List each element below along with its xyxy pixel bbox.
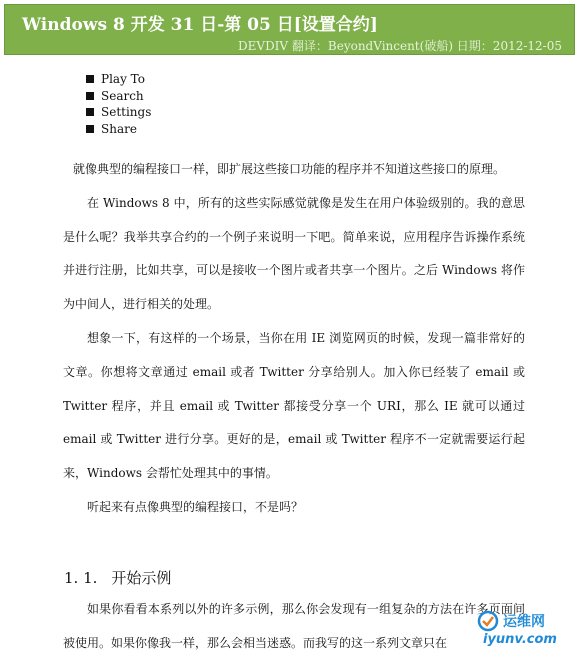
paragraph-intro: 就像典型的编程接口一样，即扩展这些接口功能的程序并不知道这些接口的原理。 [73, 162, 506, 176]
contract-list [86, 71, 151, 137]
section-title: 开始示例 [111, 569, 172, 587]
translator-date-line: DEVDIV 翻译：BeyondVincent(破船) 日期：2012-12-05 [238, 39, 562, 53]
list-item-text: Share [101, 121, 137, 136]
list-item [86, 88, 151, 105]
list-item [86, 71, 151, 88]
square-bullet-icon [86, 75, 94, 83]
watermark-name: 运维网 [503, 614, 545, 630]
section-number: 1. 1. [64, 569, 98, 587]
list-item-text: Play To [101, 72, 145, 86]
body-text [63, 153, 525, 525]
square-bullet-icon [86, 108, 94, 116]
list-item [86, 121, 151, 138]
site-watermark [475, 608, 573, 650]
list-item-text: Search [101, 88, 144, 103]
watermark-url: iyunv.com [483, 632, 557, 647]
list-item-text: Settings [101, 105, 152, 119]
document-title: Windows 8 开发 31 日-第 05 日[设置合约] [22, 15, 378, 35]
paragraph-question: 听起来有点像典型的编程接口，不是吗？ [87, 499, 304, 514]
square-bullet-icon [86, 92, 94, 100]
paragraph-examples: 如果你看看本系列以外的许多示例，那么你会发现有一组复杂的方法在许多页面间被使用。如果你像我一样，那么会相当迷惑。而我写的这一系列文章只在 [63, 602, 525, 650]
watermark-logo-icon [477, 610, 499, 632]
paragraph-scenario: 想象一下，有这样的一个场景，当你在用 IE 浏览网页的时候，发现一篇非常好的文章。你想将文章通过 email 或者 Twitter 分享给别人。加入你已经装了 email 或 Twitter 程序，并且 email 或 Twitter 都接受分享一个 URI，那么 IE 就可以通过 email 或 Twitter 进行分享。更好的是，email 或 Twitter 程序不一定就需要运行起来，Windows 会帮忙处理其中的事情。 [63, 330, 525, 481]
list-item [86, 104, 151, 121]
body-text-continued [63, 593, 525, 654]
square-bullet-icon [86, 125, 94, 133]
section-heading [64, 567, 171, 588]
header-band [4, 4, 575, 55]
paragraph-share-example: 在 Windows 8 中，所有的这些实际感觉就像是发生在用户体验级别的。我的意思是什么呢？我举共享合约的一个例子来说明一下吧。简单来说，应用程序告诉操作系统并进行注册，比如共享，可以是接收一个图片或者共享一个图片。之后 Windows 将作为中间人，进行相关的处理。 [63, 195, 525, 312]
